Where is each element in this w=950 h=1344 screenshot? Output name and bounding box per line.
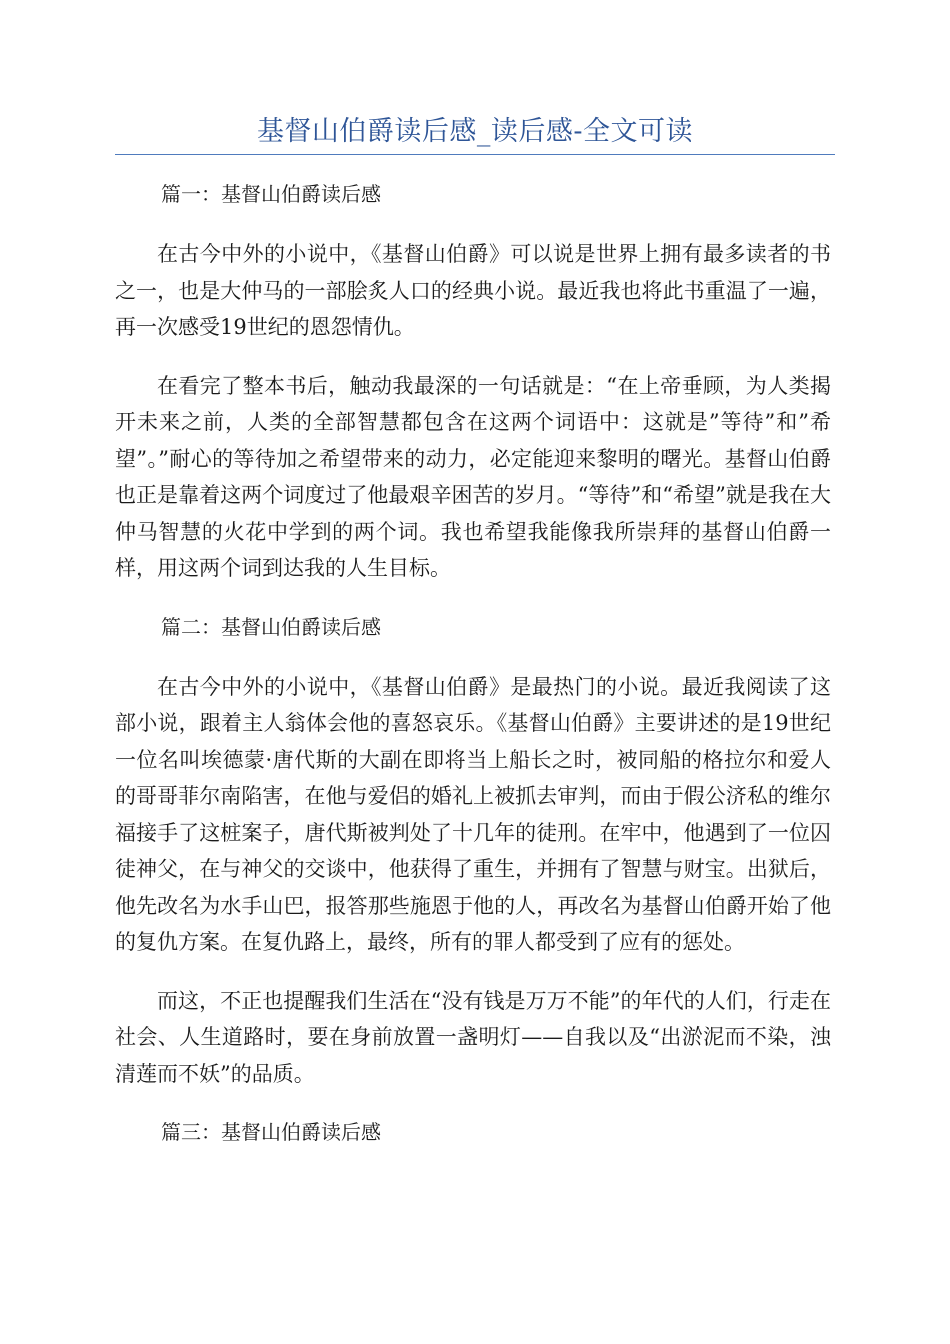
section-heading-1: 篇一：基督山伯爵读后感 [161, 182, 381, 206]
title-underline [115, 154, 835, 155]
section-heading-3: 篇三：基督山伯爵读后感 [161, 1120, 381, 1144]
spacer [115, 645, 831, 669]
document-body [115, 176, 831, 1150]
spacer [115, 1092, 831, 1114]
paragraph-1-1: 在古今中外的小说中，《基督山伯爵》可以说是世界上拥有最多读者的书之一，也是大仲马的一部脍炙人口的经典小说。最近我也将此书重温了一遍，再一次感受19世纪的恩怨情仇。 [115, 242, 831, 339]
section-heading-2: 篇二：基督山伯爵读后感 [161, 614, 381, 639]
document-title: 基督山伯爵读后感_读后感-全文可读 [256, 116, 694, 147]
paragraph-1-2: 在看完了整本书后，触动我最深的一句话就是：“在上帝垂顾，为人类揭开未来之前，人类的全部智慧都包含在这两个词语中：这就是”等待”和”希望”。”耐心的等待加之希望带来的动力，必定能迎来黎明的曙光。基督山伯爵也正是靠着这两个词度过了他最艰辛困苦的岁月。“等待”和“希望”就是我在大仲马智慧的火花中学到的两个词。我也希望我能像我所崇拜的基督山伯爵一样，用这两个词到达我的人生目标。 [115, 373, 831, 580]
paragraph-2-2: 而这，不正也提醒我们生活在“没有钱是万万不能”的年代的人们，行走在社会、人生道路时，要在身前放置一盏明灯——自我以及“出淤泥而不染，浊清莲而不妖”的品质。 [115, 988, 831, 1086]
spacer [115, 961, 831, 983]
spacer [115, 212, 831, 236]
spacer [115, 346, 831, 368]
paragraph-2-1: 在古今中外的小说中，《基督山伯爵》是最热门的小说。最近我阅读了这部小说，跟着主人翁体会他的喜怒哀乐。《基督山伯爵》主要讲述的是19世纪一位名叫埃德蒙·唐代斯的大副在即将当上船长之时，被同船的格拉尔和爱人的哥哥菲尔南陷害，在他与爱侣的婚礼上被抓去审判，而由于假公济私的维尔福接手了这桩案子，唐代斯被判处了十几年的徒刑。在牢中，他遇到了一位囚徒神父，在与神父的交谈中，他获得了重生，并拥有了智慧与财宝。出狱后，他先改名为水手山巴，报答那些施恩于他的人，再改名为基督山伯爵开始了他的复仇方案。在复仇路上，最终，所有的罪人都受到了应有的惩处。 [115, 674, 831, 954]
spacer [115, 587, 831, 609]
